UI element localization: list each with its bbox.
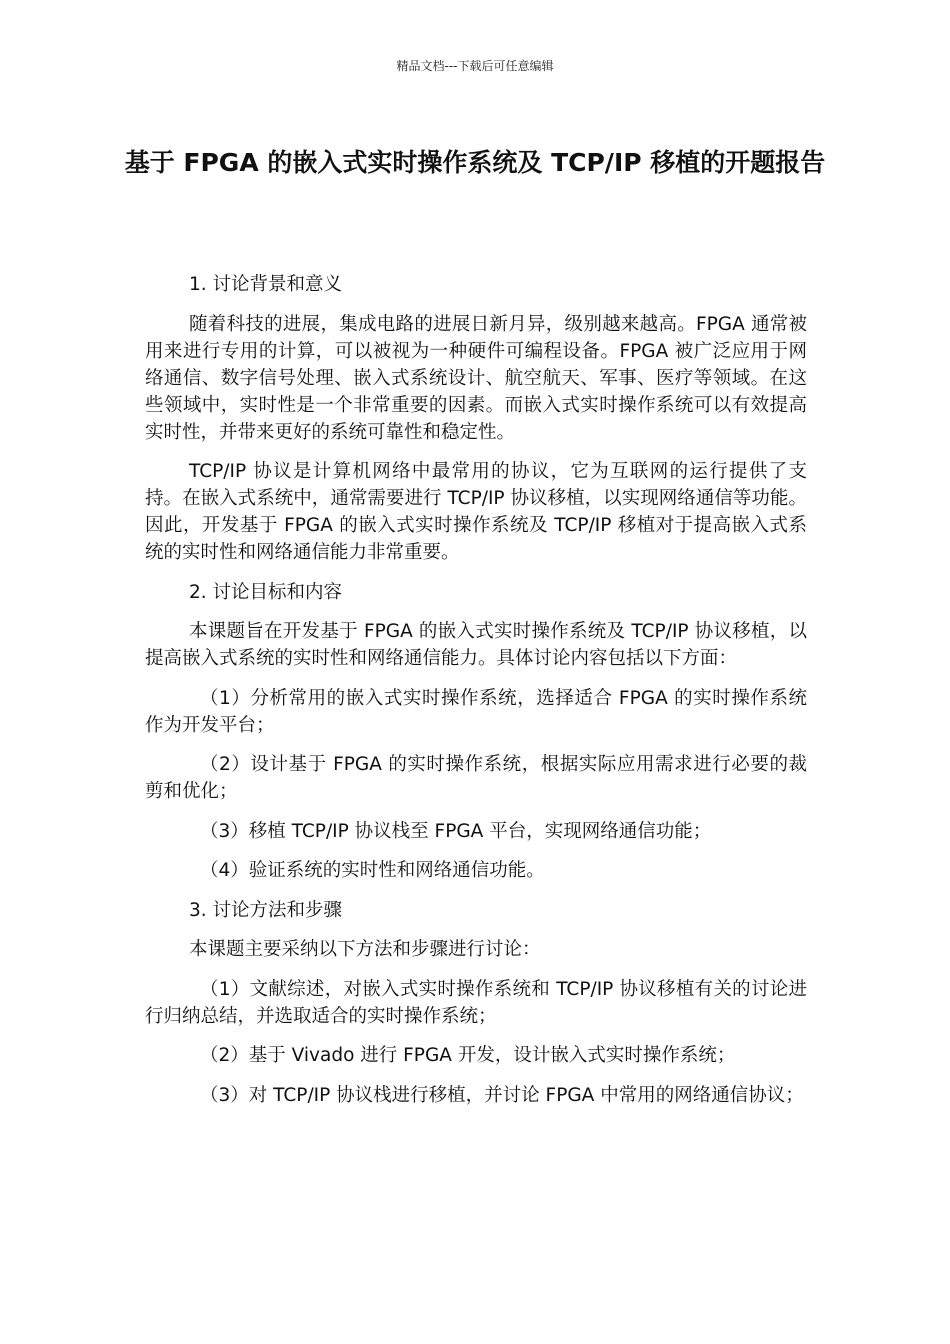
list-item-method-1: （1）文献综述，对嵌入式实时操作系统和 TCP/IP 协议移植有关的讨论进行归纳总结，并选取适合的实时操作系统；: [145, 978, 807, 1027]
paragraph-background-tcpip: TCP/IP 协议是计算机网络中最常用的协议，它为互联网的运行提供了支持。在嵌入式系统中，通常需要进行 TCP/IP 协议移植，以实现网络通信等功能。因此，开发基于 FPGA 的嵌入式实时操作系统及 TCP/IP 移植对于提高嵌入式系统的实时性和网络通信能力非常重要。: [145, 461, 807, 563]
section-heading-goals: 2. 讨论目标和内容: [189, 581, 343, 603]
document-title: 基于 FPGA 的嵌入式实时操作系统及 TCP/IP 移植的开题报告: [124, 148, 826, 177]
list-item-goal-4: （4）验证系统的实时性和网络通信功能。: [200, 860, 545, 881]
paragraph-background-fpga: 随着科技的进展，集成电路的进展日新月异，级别越来越高。FPGA 通常被用来进行专用的计算，可以被视为一种硬件可编程设备。FPGA 被广泛应用于网络通信、数字信号处理、嵌入式系统设计、航空航天、军事、医疗等领域。在这些领域中，实时性是一个非常重要的因素。而嵌入式实时操作系统可以有效提高实时性，并带来更好的系统可靠性和稳定性。: [145, 313, 807, 443]
list-item-method-3: （3）对 TCP/IP 协议栈进行移植，并讨论 FPGA 中常用的网络通信协议；: [200, 1084, 804, 1106]
page-header-note: 精品文档---下载后可任意编辑: [396, 59, 554, 73]
list-item-goal-3: （3）移植 TCP/IP 协议栈至 FPGA 平台，实现网络通信功能；: [200, 820, 712, 842]
paragraph-goals-intro: 本课题旨在开发基于 FPGA 的嵌入式实时操作系统及 TCP/IP 协议移植，以提高嵌入式系统的实时性和网络通信能力。具体讨论内容包括以下方面：: [145, 621, 807, 669]
paragraph-methods-intro: 本课题主要采纳以下方法和步骤进行讨论：: [189, 939, 541, 960]
list-item-goal-2: （2）设计基于 FPGA 的实时操作系统，根据实际应用需求进行必要的裁剪和优化；: [145, 754, 807, 802]
document-body: [145, 271, 807, 1121]
section-heading-methods: 3. 讨论方法和步骤: [189, 899, 343, 921]
section-heading-background: 1. 讨论背景和意义: [189, 274, 343, 295]
list-item-goal-1: （1）分析常用的嵌入式实时操作系统，选择适合 FPGA 的实时操作系统作为开发平台；: [145, 687, 807, 736]
list-item-method-2: （2）基于 Vivado 进行 FPGA 开发，设计嵌入式实时操作系统；: [200, 1045, 736, 1066]
